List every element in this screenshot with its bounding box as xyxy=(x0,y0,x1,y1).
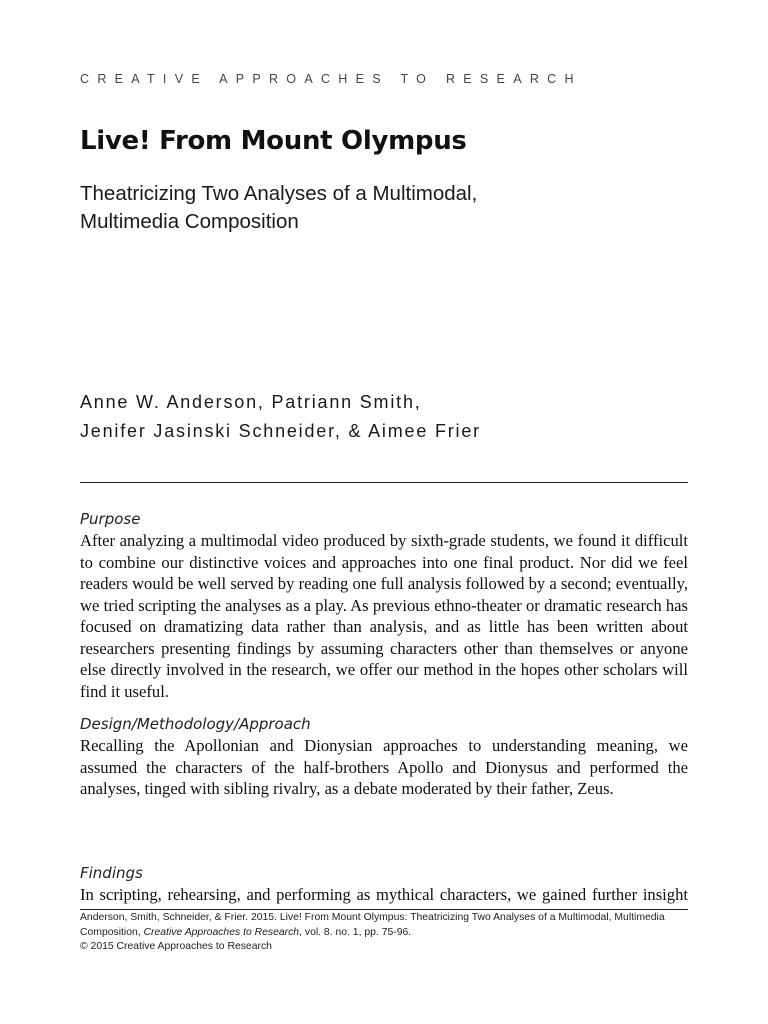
citation-suffix: , vol. 8. no. 1, pp. 75-96. xyxy=(299,926,412,938)
author-list xyxy=(80,388,700,446)
citation-line xyxy=(80,926,700,941)
section-divider xyxy=(80,482,688,483)
section-body-findings: In scripting, rehearsing, and performing as mythical characters, we gained further insight xyxy=(80,885,688,904)
running-header: CREATIVE APPROACHES TO RESEARCH xyxy=(80,72,582,86)
journal-name: Creative Approaches to Research xyxy=(143,926,300,938)
subtitle-line: Multimedia Composition xyxy=(80,210,299,233)
section-body-purpose: After analyzing a multimodal video produced by sixth-grade students, we found it difficult to combine our distinctive voices and approaches into one final product. Nor did we feel readers would be well served by reading one full analysis followed by a second; eventually, we tried scripting the analyses as a play. As previous ethno-theater or dramatic research has focused on dramatizing data rather than analysis, and as little has been written about researchers presenting findings by assuming characters other than themselves or anyone else directly involved in the research, we offer our method in the hopes other scholars will find it useful. xyxy=(80,531,688,701)
section-heading-findings: Findings xyxy=(80,864,143,882)
section-body-design: Recalling the Apollonian and Dionysian approaches to understanding meaning, we assumed the characters of the half-brothers Apollo and Dionysus and performed the analyses, tinged with sibling rivalry, as a debate moderated by their father, Zeus. xyxy=(80,736,688,798)
copyright-holder: Creative Approaches to Research xyxy=(116,941,272,952)
abstract xyxy=(80,508,688,811)
citation-line: Anderson, Smith, Schneider, & Frier. 2015. Live! From Mount Olympus: Theatricizing Two Analyses of a Multimodal, Multimedia xyxy=(80,912,665,923)
author-line: Jenifer Jasinski Schneider, & Aimee Frier xyxy=(80,421,481,441)
article-title: Live! From Mount Olympus xyxy=(80,126,467,156)
footnote-divider xyxy=(80,909,688,910)
copyright-line xyxy=(80,940,700,955)
citation-footnote xyxy=(80,911,700,955)
subtitle-line: Theatricizing Two Analyses of a Multimodal, xyxy=(80,182,478,205)
copyright-symbol: © 2015 xyxy=(80,941,117,952)
article-subtitle xyxy=(80,180,640,236)
section-heading-purpose: Purpose xyxy=(80,510,141,528)
author-line: Anne W. Anderson, Patriann Smith, xyxy=(80,392,422,412)
findings-section xyxy=(80,862,688,908)
citation-prefix: Composition, xyxy=(80,926,144,938)
section-heading-design: Design/Methodology/Approach xyxy=(80,715,311,733)
